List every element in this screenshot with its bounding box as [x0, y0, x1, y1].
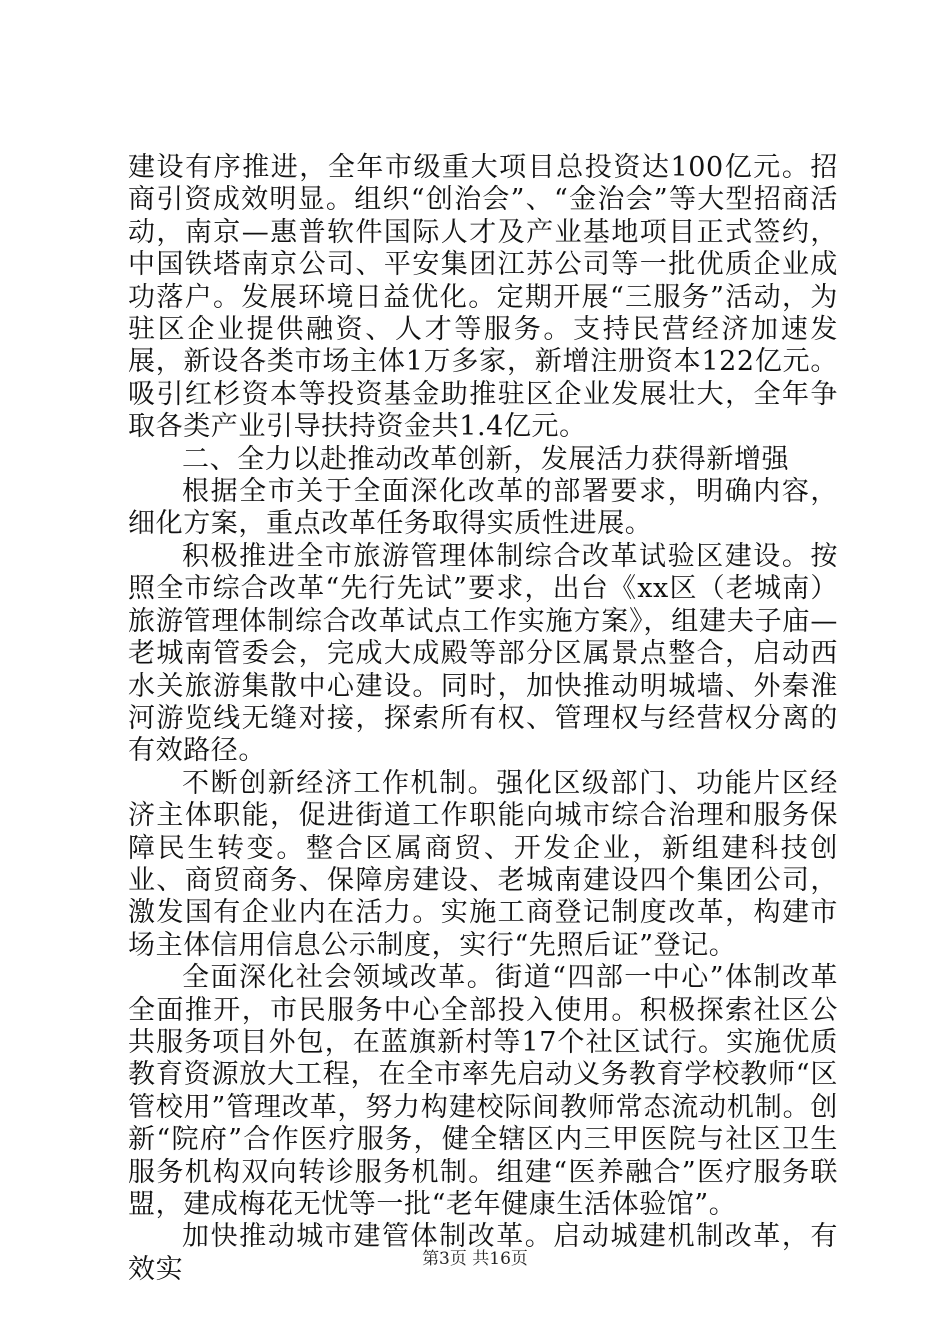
section-heading: 二、全力以赴推动改革创新，发展活力获得新增强	[182, 443, 790, 475]
paragraph-economic-mechanism: 不断创新经济工作机制。强化区级部门、功能片区经济主体职能，促进街道工作职能向城市综合治理和服务保障民生转变。整合区属商贸、开发企业，新组建科技创业、商贸商务、保障房建设、老城南建设四个集团公司，激发国有企业内在活力。实施工商登记制度改革，构建市场主体信用信息公示制度，实行“先照后证”登记。	[128, 767, 838, 961]
paragraph-continuation: 建设有序推进，全年市级重大项目总投资达100亿元。招商引资成效明显。组织“创治会”、“金治会”等大型招商活动，南京—惠普软件国际人才及产业基地项目正式签约，中国铁塔南京公司、平安集团江苏公司等一批优质企业成功落户。发展环境日益优化。定期开展“三服务”活动，为驻区企业提供融资、人才等服务。支持民营经济加速发展，新设各类市场主体1万多家，新增注册资本122亿元。吸引红杉资本等投资基金助推驻区企业发展壮大，全年争取各类产业引导扶持资金共1.4亿元。	[128, 152, 838, 443]
page-number-footer: 第3页 共16页	[422, 1249, 528, 1269]
paragraph-urban-management: 加快推动城市建管体制改革。启动城建机制改革，有效实	[128, 1221, 838, 1285]
paragraph-tourism-reform: 积极推进全市旅游管理体制综合改革试验区建设。按照全市综合改革“先行先试”要求，出台《xx区（老城南）旅游管理体制综合改革试点工作实施方案》，组建夫子庙—老城南管委会，完成大成殿等部分区属景点整合，启动西水关旅游集散中心建设。同时，加快推动明城墙、外秦淮河游览线无缝对接，探索所有权、管理权与经营权分离的有效路径。	[128, 540, 838, 767]
paragraph-social-reform: 全面深化社会领域改革。街道“四部一中心”体制改革全面推开，市民服务中心全部投入使用。积极探索社区公共服务项目外包，在蓝旗新村等17个社区试行。实施优质教育资源放大工程，在全市率先启动义务教育学校教师“区管校用”管理改革，努力构建校际间教师常态流动机制。创新“院府”合作医疗服务，健全辖区内三甲医院与社区卫生服务机构双向转诊服务机制。组建“医养融合”医疗服务联盟，建成梅花无忧等一批“老年健康生活体验馆”。	[128, 962, 838, 1220]
document-body	[128, 152, 838, 1286]
paragraph-intro: 根据全市关于全面深化改革的部署要求，明确内容，细化方案，重点改革任务取得实质性进展。	[128, 476, 838, 540]
